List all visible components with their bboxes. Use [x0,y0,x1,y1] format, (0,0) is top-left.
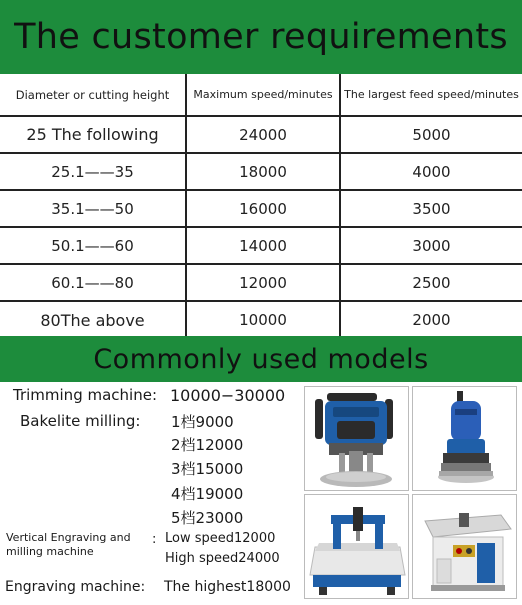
table-cell-max-speed: 14000 [186,227,340,264]
machine-photos [304,386,518,601]
table-cell-max-speed: 10000 [186,301,340,338]
table-cell-feed-speed: 5000 [340,116,522,153]
requirements-table [0,74,522,338]
trimming-label: Trimming machine: [13,386,157,404]
table-cell-diameter: 60.1——80 [0,264,186,301]
bakelite-value: 2档12000 [171,436,244,454]
table-cell-diameter: 50.1——60 [0,227,186,264]
table-row [0,264,522,301]
table-row [0,116,522,153]
table-cell-max-speed: 24000 [186,116,340,153]
models-banner [0,336,522,382]
table-cell-max-speed: 16000 [186,190,340,227]
table-cell-max-speed: 12000 [186,264,340,301]
table-cell-diameter: 35.1——50 [0,190,186,227]
cnc-engraving-machine-image [304,494,409,599]
vertical-value: Low speed12000 [165,531,276,546]
spindle-moulder-machine-image [412,494,517,599]
table-cell-diameter: 25 The following [0,116,186,153]
engraving-label: Engraving machine: [5,579,146,595]
models-title: Commonly used models [93,343,429,375]
trimmer-machine-image [412,386,517,491]
table-cell-diameter: 25.1——35 [0,153,186,190]
table-cell-diameter: 80The above [40,310,145,330]
models-list [0,382,300,605]
title-banner [0,0,522,74]
bakelite-value: 5档23000 [171,509,244,527]
column-header-max-speed: Maximum speed/minutes [186,74,340,116]
vertical-value: High speed24000 [165,551,280,566]
table-row [0,153,522,190]
table-cell-max-speed: 18000 [186,153,340,190]
engraving-value: The highest18000 [164,579,291,595]
column-header-feed-speed: The largest feed speed/minutes [340,74,522,116]
table-cell-feed-speed: 4000 [340,153,522,190]
router-machine-image [304,386,409,491]
table-header-row [0,74,522,116]
table-row [0,301,522,338]
table-row [0,227,522,264]
table-cell-feed-speed: 3500 [340,190,522,227]
column-header-diameter: Diameter or cutting height [0,74,186,116]
bakelite-value: 4档19000 [171,485,244,503]
table-row [0,190,522,227]
vertical-label: Vertical Engraving and [6,531,131,544]
vertical-colon: : [152,532,157,547]
bakelite-label: Bakelite milling: [20,412,141,430]
vertical-label-line2: milling machine [6,545,94,558]
bakelite-value: 1档9000 [171,413,234,431]
table-cell-feed-speed: 3000 [340,227,522,264]
trimming-value: 10000−30000 [170,386,286,405]
bakelite-value: 3档15000 [171,460,244,478]
table-cell-feed-speed: 2000 [412,311,451,329]
page-title: The customer requirements [14,17,508,57]
table-cell-feed-speed: 2500 [340,264,522,301]
